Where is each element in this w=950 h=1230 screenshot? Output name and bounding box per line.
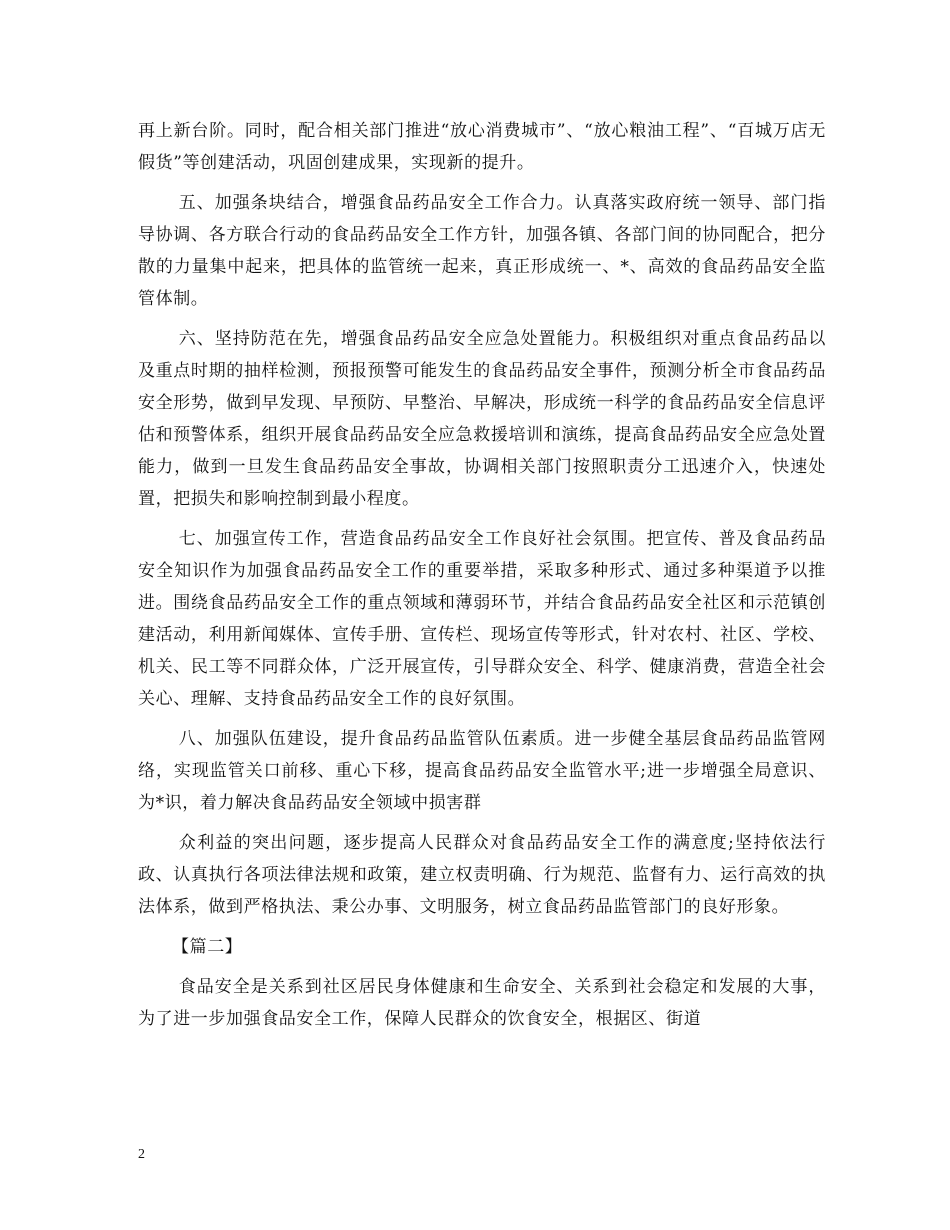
paragraph-section-seven: 七、加强宣传工作，营造食品药品安全工作良好社会氛围。把宣传、普及食品药品安全知识作为加强食品药品安全工作的重要举措，采取多种形式、通过多种渠道予以推进。围绕食品药品安全工作的重点领域和薄弱环节，并结合食品药品安全社区和示范镇创建活动，利用新闻媒体、宣传手册、宣传栏、现场宣传等形式，针对农村、社区、学校、机关、民工等不同群众体，广泛开展宣传，引导群众安全、科学、健康消费，营造全社会关心、理解、支持食品药品安全工作的良好氛围。 [138,529,826,709]
page-number: 2 [138,1147,145,1162]
paragraph-section-six: 六、坚持防范在先，增强食品药品安全应急处置能力。积极组织对重点食品药品以及重点时期的抽样检测，预报预警可能发生的食品药品安全事件，预测分析全市食品药品安全形势，做到早发现、早预防、早整治、早解决，形成统一科学的食品药品安全信息评估和预警体系，组织开展食品药品安全应急救援培训和演练，提高食品药品安全应急处置能力，做到一旦发生食品药品安全事故，协调相关部门按照职责分工迅速介入，快速处置，把损失和影响控制到最小程度。 [138,329,826,509]
document-body [138,115,826,1035]
paragraph-section-eight-continued: 众利益的突出问题，逐步提高人民群众对食品药品安全工作的满意度;坚持依法行政、认真执行各项法律法规和政策，建立权责明确、行为规范、监督有力、运行高效的执法体系，做到严格执法、秉公办事、文明服务，树立食品药品监管部门的良好形象。 [138,833,826,917]
paragraph-section-eight: 八、加强队伍建设，提升食品药品监管队伍素质。进一步健全基层食品药品监管网络，实现监管关口前移、重心下移，提高食品药品安全监管水平;进一步增强全局意识、为*识，着力解决食品药品安全领域中损害群 [138,729,826,813]
paragraph-part-two-intro: 食品安全是关系到社区居民身体健康和生命安全、关系到社会稳定和发展的大事，为了进一步加强食品安全工作，保障人民群众的饮食安全，根据区、街道 [138,977,826,1029]
paragraph-continuation: 再上新台阶。同时，配合相关部门推进“放心消费城市”、“放心粮油工程”、“百城万店无假货”等创建活动，巩固创建成果，实现新的提升。 [138,121,826,173]
section-heading: 【篇二】 [172,937,243,957]
paragraph-section-five: 五、加强条块结合，增强食品药品安全工作合力。认真落实政府统一领导、部门指导协调、各方联合行动的食品药品安全工作方针，加强各镇、各部门间的协同配合，把分散的力量集中起来，把具体的监管统一起来，真正形成统一、*、高效的食品药品安全监管体制。 [138,193,826,309]
